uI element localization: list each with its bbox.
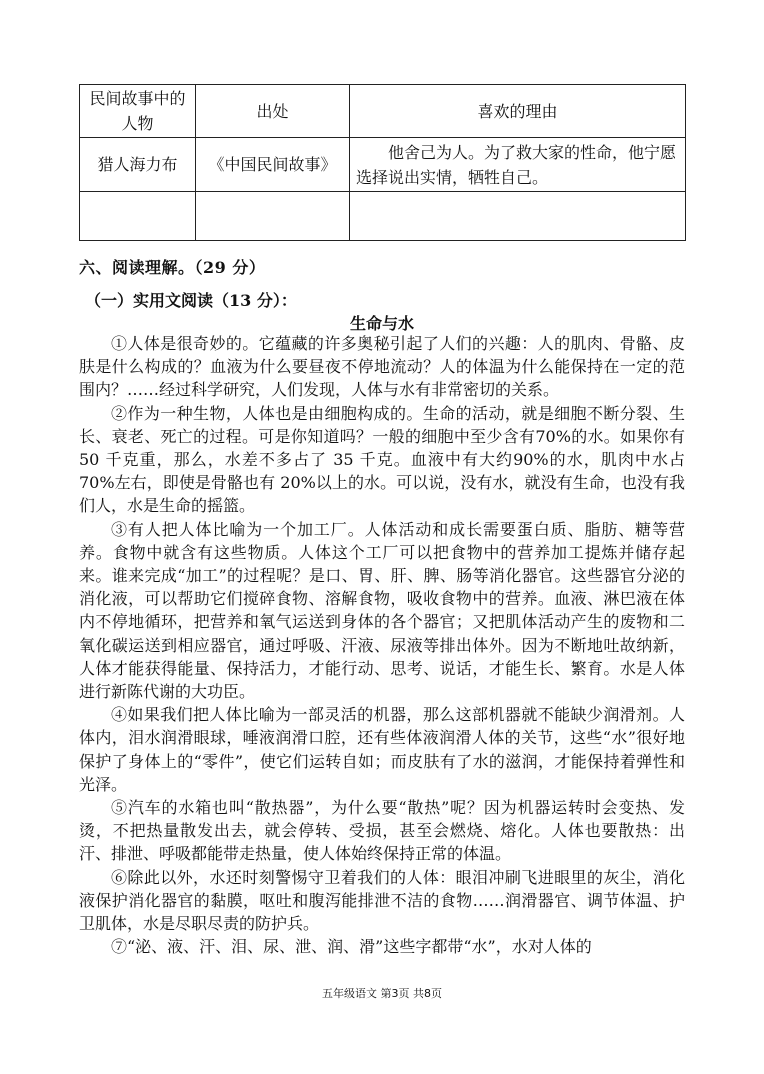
page-footer: 五年级语文 第3页 共8页	[322, 987, 442, 1000]
paragraph-6: ⑥除此以外，水还时刻警惕守卫着我们的人体：眼泪冲刷飞进眼里的灰尘，消化液保护消化器官的黏膜，呕吐和腹泻能排泄不洁的食物……润滑器官、调节体温、护卫肌体，水是尽职尽责的防护兵。	[79, 867, 685, 934]
paragraph-2: ②作为一种生物，人体也是由细胞构成的。生命的活动，就是细胞不断分裂、生长、衰老、死亡的过程。可是你知道吗？一般的细胞中至少含有70%的水。如果你有 50 千克重，那么，水差不多占了 35 千克。血液中有大约90%的水，肌肉中水占 70%左右，即使是骨骼也有 20%以上的水。可以说，没有水，就没有生命，也没有我们人，水是生命的摇篮。	[79, 403, 685, 516]
cell-character: 猎人海力布	[80, 138, 196, 192]
section-subtitle: （一）实用文阅读（13 分）：	[85, 291, 297, 310]
cell-reason-empty[interactable]	[350, 192, 686, 241]
table-header-row	[80, 85, 686, 138]
paragraph-5: ⑤汽车的水箱也叫“散热器”，为什么要“散热”呢？因为机器运转时会变热、发烫，不把热量散发出去，就会停转、受损，甚至会燃烧、熔化。人体也要散热：出汗、排泄、呼吸都能带走热量，使人体始终保持正常的体温。	[79, 798, 685, 864]
cell-source: 《中国民间故事》	[196, 138, 350, 192]
cell-reason: 他舍己为人。为了救大家的性命，他宁愿选择说出实情，牺牲自己。	[350, 138, 686, 192]
paragraph-1: ①人体是很奇妙的。它蕴藏的许多奥秘引起了人们的兴趣：人的肌肉、骨骼、皮肤是什么构成的？血液为什么要昼夜不停地流动？人的体温为什么能保持在一定的范围内？……经过科学研究，人们发现，人体与水有非常密切的关系。	[79, 334, 685, 400]
header-reason: 喜欢的理由	[350, 85, 686, 138]
cell-character-empty[interactable]	[80, 192, 196, 241]
header-source: 出处	[196, 85, 350, 138]
table-row	[80, 138, 686, 192]
section-title: 六、阅读理解。（29 分）	[79, 258, 266, 277]
paragraph-4: ④如果我们把人体比喻为一部灵活的机器，那么这部机器就不能缺少润滑剂。人体内，泪水润滑眼球，唾液润滑口腔，还有些体液润滑人体的关节，这些“水”很好地保护了身体上的“零件”，使它们运转自如；而皮肤有了水的滋润，才能保持着弹性和光泽。	[79, 705, 685, 794]
paragraph-3: ③有人把人体比喻为一个加工厂。人体活动和成长需要蛋白质、脂肪、糖等营养。食物中就含有这些物质。人体这个工厂可以把食物中的营养加工提炼并储存起来。谁来完成“加工”的过程呢？是口、胃、肝、脾、肠等消化器官。这些器官分泌的消化液，可以帮助它们搅碎食物、溶解食物，吸收食物中的营养。血液、淋巴液在体内不停地循环，把营养和氧气运送到身体的各个器官；又把肌体活动产生的废物和二氧化碳运送到相应器官，通过呼吸、汗液、尿液等排出体外。因为不断地吐故纳新，人体才能获得能量、保持活力，才能行动、思考、说话，才能生长、繁育。水是人体进行新陈代谢的大功臣。	[79, 519, 685, 702]
story-table	[79, 84, 686, 241]
cell-source-empty[interactable]	[196, 192, 350, 241]
article-body	[79, 332, 685, 958]
table-row-empty	[80, 192, 686, 241]
header-character: 民间故事中的人物	[80, 85, 196, 138]
article-title: 生命与水	[349, 314, 414, 333]
paragraph-7: ⑦“泌、液、汗、泪、尿、泄、润、滑”这些字都带“水”，水对人体的	[111, 937, 592, 957]
